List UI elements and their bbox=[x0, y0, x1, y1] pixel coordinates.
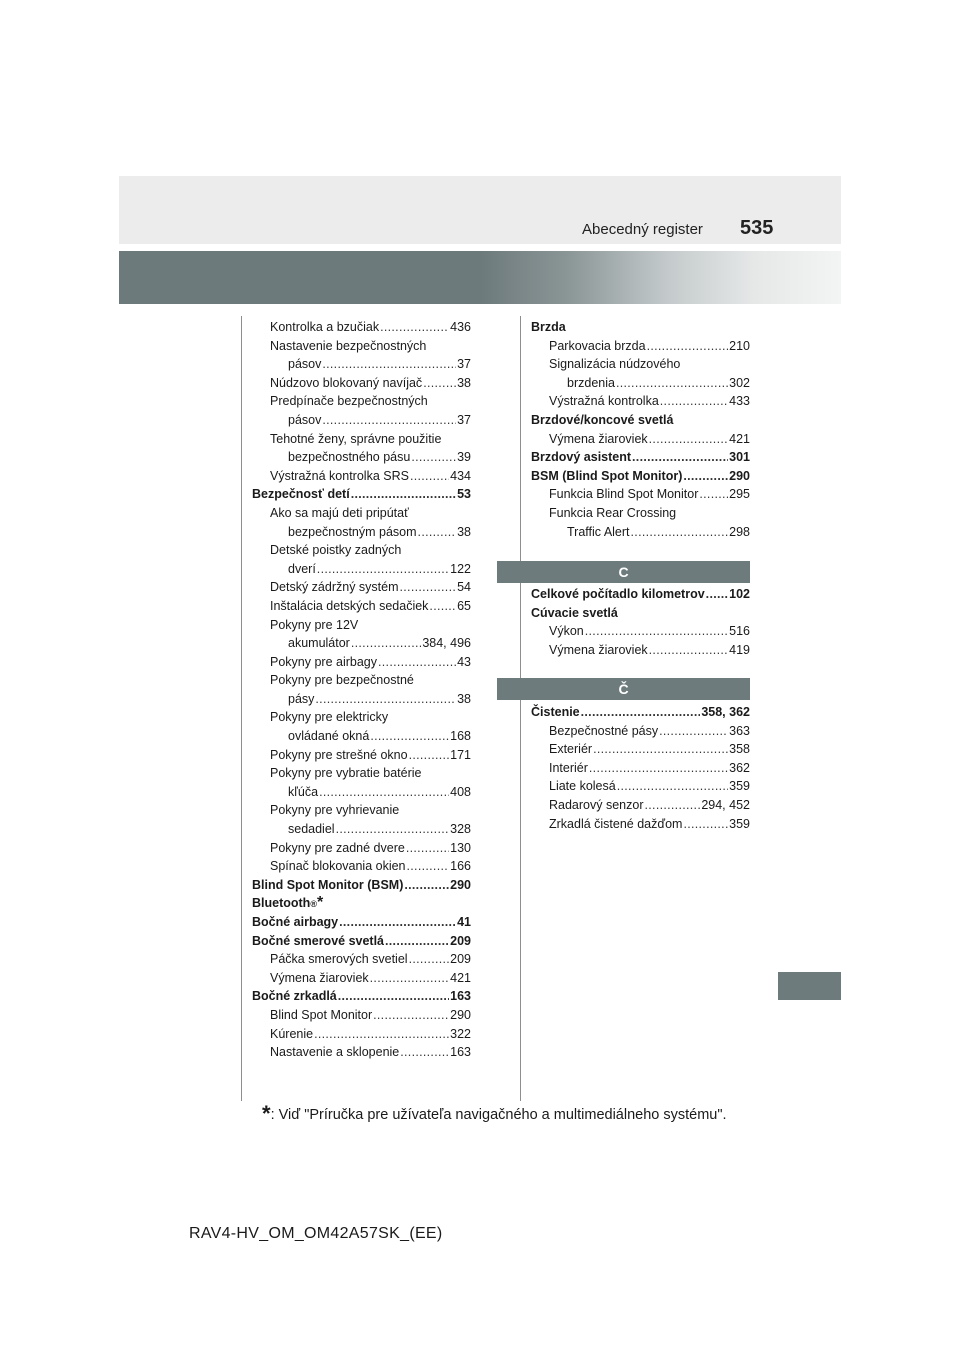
dot-leader bbox=[647, 337, 729, 356]
index-subentry bbox=[531, 374, 750, 393]
index-subentry bbox=[252, 820, 471, 839]
entry-text: Liate kolesá bbox=[549, 779, 616, 794]
index-subentry bbox=[252, 430, 471, 449]
dot-leader bbox=[429, 597, 456, 616]
footnote-star: * bbox=[262, 1101, 271, 1126]
index-group-c-caron bbox=[531, 703, 750, 833]
dot-leader bbox=[317, 560, 449, 579]
entry-text: pásov bbox=[288, 357, 322, 372]
page-reference: 210 bbox=[729, 338, 750, 353]
section-side-tab bbox=[778, 972, 841, 1000]
page-number: 535 bbox=[740, 217, 774, 239]
column-divider-middle bbox=[520, 316, 521, 1101]
section-title: Abecedný register bbox=[582, 221, 703, 238]
page-reference: 298 bbox=[729, 524, 750, 539]
dot-leader bbox=[322, 411, 456, 430]
dot-leader bbox=[649, 641, 728, 660]
page-reference: 209 bbox=[450, 952, 471, 967]
dot-leader bbox=[373, 1006, 449, 1025]
index-entry bbox=[531, 467, 750, 486]
dot-leader bbox=[581, 703, 701, 722]
index-subentry bbox=[531, 622, 750, 641]
index-subentry bbox=[252, 764, 471, 783]
index-entry: Bluetooth ® * bbox=[252, 894, 324, 912]
entry-text: Výstražná kontrolka bbox=[549, 394, 659, 409]
entry-text: Kúrenie bbox=[270, 1026, 314, 1041]
footnote-text: : Viď "Príručka pre užívateľa navigačného a multimediálneho systému". bbox=[270, 1107, 727, 1123]
entry-text: Spínač blokovania okien bbox=[270, 859, 406, 874]
page-reference: 53 bbox=[457, 487, 471, 502]
page-reference: 294, 452 bbox=[701, 797, 750, 812]
index-column-left bbox=[252, 318, 471, 1062]
entry-text: Pokyny pre elektricky bbox=[270, 710, 389, 725]
index-subentry bbox=[531, 777, 750, 796]
entry-text: Detský zádržný systém bbox=[270, 580, 399, 595]
page-reference: 209 bbox=[450, 933, 471, 948]
page-reference: 290 bbox=[729, 468, 750, 483]
page-reference: 163 bbox=[450, 989, 471, 1004]
dot-leader bbox=[423, 374, 456, 393]
dot-leader bbox=[632, 448, 728, 467]
entry-text: Výmena žiaroviek bbox=[549, 431, 648, 446]
index-subentry bbox=[252, 467, 471, 486]
index-subentry bbox=[531, 759, 750, 778]
page-reference: 37 bbox=[457, 412, 471, 427]
entry-text: Tehotné ženy, správne použitie bbox=[270, 431, 442, 446]
entry-text: Páčka smerových svetiel bbox=[270, 952, 408, 967]
page-reference: 363 bbox=[729, 723, 750, 738]
index-group-b bbox=[531, 318, 750, 541]
entry-text: Brzdový asistent bbox=[531, 450, 632, 465]
dot-leader bbox=[319, 783, 449, 802]
entry-text: Bezpečnosť detí bbox=[252, 487, 350, 502]
entry-text: Nastavenie a sklopenie bbox=[270, 1045, 400, 1060]
index-subentry bbox=[252, 337, 471, 356]
index-entry bbox=[531, 585, 750, 604]
index-entry bbox=[531, 411, 750, 430]
index-subentry bbox=[252, 355, 471, 374]
page-reference: 122 bbox=[450, 561, 471, 576]
dot-leader bbox=[649, 430, 728, 449]
page-reference: 433 bbox=[729, 394, 750, 409]
page-reference: 295 bbox=[729, 487, 750, 502]
index-entry bbox=[531, 448, 750, 467]
index-subentry bbox=[252, 690, 471, 709]
entry-text: Pokyny pre vybratie batérie bbox=[270, 766, 422, 781]
index-subentry bbox=[252, 392, 471, 411]
entry-text: Pokyny pre vyhrievanie bbox=[270, 803, 400, 818]
dot-leader bbox=[593, 740, 728, 759]
entry-text: Signalizácia núdzového bbox=[549, 357, 681, 372]
index-subentry bbox=[531, 355, 750, 374]
dot-leader bbox=[683, 467, 728, 486]
dot-leader bbox=[409, 950, 450, 969]
index-entry bbox=[252, 876, 471, 895]
entry-text: Núdzovo blokovaný navíjač bbox=[270, 375, 423, 390]
page-reference: 38 bbox=[457, 691, 471, 706]
page-reference: 166 bbox=[450, 859, 471, 874]
index-subentry bbox=[252, 523, 471, 542]
dot-leader bbox=[351, 485, 456, 504]
dot-leader bbox=[406, 839, 449, 858]
dot-leader bbox=[378, 653, 456, 672]
index-subentry bbox=[531, 485, 750, 504]
index-subentry bbox=[252, 671, 471, 690]
page-reference: 384, 496 bbox=[422, 636, 471, 651]
dot-leader bbox=[336, 820, 450, 839]
index-subentry bbox=[252, 950, 471, 969]
page-reference: 301 bbox=[729, 450, 750, 465]
entry-text: Výmena žiaroviek bbox=[270, 970, 369, 985]
entry-text: Pokyny pre zadné dvere bbox=[270, 840, 405, 855]
header-band bbox=[119, 176, 841, 244]
document-code: RAV4-HV_OM_OM42A57SK_(EE) bbox=[189, 1225, 443, 1242]
index-subentry bbox=[531, 392, 750, 411]
dot-leader bbox=[617, 777, 728, 796]
entry-text: Cúvacie svetlá bbox=[531, 605, 618, 620]
index-entry bbox=[252, 987, 471, 1006]
index-subentry bbox=[252, 560, 471, 579]
index-subentry bbox=[531, 815, 750, 834]
dot-leader bbox=[410, 467, 449, 486]
entry-text: Bluetooth bbox=[252, 896, 311, 911]
entry-text: Pokyny pre 12V bbox=[270, 617, 359, 632]
index-subentry bbox=[252, 801, 471, 820]
entry-text: Ako sa majú deti pripútať bbox=[270, 505, 409, 520]
index-entry bbox=[252, 932, 471, 951]
index-subentry bbox=[252, 653, 471, 672]
index-entry bbox=[252, 913, 471, 932]
entry-text: dverí bbox=[288, 561, 316, 576]
dot-leader bbox=[400, 578, 457, 597]
index-subentry bbox=[252, 746, 471, 765]
index-entry bbox=[531, 703, 750, 722]
entry-text: Celkové počítadlo kilometrov bbox=[531, 587, 705, 601]
page-reference: 290 bbox=[450, 1007, 471, 1022]
page-reference: 322 bbox=[450, 1026, 471, 1041]
index-subentry bbox=[531, 430, 750, 449]
header-gradient-bar bbox=[119, 251, 841, 304]
entry-text: Traffic Alert bbox=[567, 524, 630, 539]
dot-leader bbox=[585, 622, 728, 641]
dot-leader bbox=[409, 746, 450, 765]
dot-leader bbox=[351, 634, 421, 653]
page-reference: 408 bbox=[450, 784, 471, 799]
index-entry bbox=[252, 485, 471, 504]
entry-text: Parkovacia brzda bbox=[549, 338, 646, 353]
dot-leader bbox=[645, 796, 701, 815]
entry-text: brzdenia bbox=[567, 375, 615, 390]
entry-text: sedadiel bbox=[288, 822, 335, 837]
entry-text: bezpečnostným pásom bbox=[288, 524, 417, 539]
index-subentry bbox=[252, 1006, 471, 1025]
entry-text: ovládané okná bbox=[288, 729, 370, 744]
entry-text: Detské poistky zadných bbox=[270, 543, 402, 558]
dot-leader bbox=[683, 815, 728, 834]
index-entry bbox=[531, 604, 750, 623]
index-subentry bbox=[252, 318, 471, 337]
index-subentry bbox=[252, 969, 471, 988]
page-reference: 302 bbox=[729, 375, 750, 390]
dot-leader bbox=[407, 857, 450, 876]
entry-text: Čistenie bbox=[531, 705, 580, 719]
dot-leader bbox=[589, 759, 728, 778]
entry-text: Brzdové/koncové svetlá bbox=[531, 412, 674, 427]
index-subentry bbox=[252, 727, 471, 746]
entry-text: Brzda bbox=[531, 320, 566, 334]
index-entry bbox=[531, 318, 750, 337]
index-subentry bbox=[252, 578, 471, 597]
dot-leader bbox=[631, 523, 729, 542]
index-subentry bbox=[252, 504, 471, 523]
page-reference: 171 bbox=[450, 747, 471, 762]
dot-leader bbox=[314, 1025, 449, 1044]
entry-text: Radarový senzor bbox=[549, 797, 644, 812]
entry-text: Bezpečnostné pásy bbox=[549, 723, 659, 738]
page-reference: 41 bbox=[457, 915, 471, 929]
entry-text: Kontrolka a bzučiak bbox=[270, 320, 380, 334]
page-reference: 328 bbox=[450, 822, 471, 837]
index-subentry bbox=[252, 541, 471, 560]
dot-leader bbox=[315, 690, 456, 709]
entry-text: kľúča bbox=[288, 784, 319, 799]
entry-text: Inštalácia detských sedačiek bbox=[270, 598, 429, 613]
page-reference: 168 bbox=[450, 729, 471, 744]
dot-leader bbox=[411, 448, 456, 467]
entry-text: BSM (Blind Spot Monitor) bbox=[531, 468, 683, 483]
page-reference: 43 bbox=[457, 654, 471, 669]
entry-text: Pokyny pre strešné okno bbox=[270, 747, 408, 762]
index-subentry bbox=[531, 740, 750, 759]
column-divider-left bbox=[241, 316, 242, 1101]
index-subentry bbox=[252, 448, 471, 467]
page-reference: 39 bbox=[457, 450, 471, 465]
index-subentry bbox=[252, 1043, 471, 1062]
dot-leader bbox=[616, 374, 728, 393]
entry-text: Bočné smerové svetlá bbox=[252, 933, 385, 948]
entry-text: Výkon bbox=[549, 624, 584, 639]
page-reference: 102 bbox=[729, 587, 750, 601]
index-subentry bbox=[252, 708, 471, 727]
dot-leader bbox=[660, 392, 728, 411]
dot-leader bbox=[706, 585, 728, 604]
entry-text: Nastavenie bezpečnostných bbox=[270, 338, 427, 353]
index-subentry bbox=[531, 523, 750, 542]
dot-leader bbox=[699, 485, 728, 504]
dot-leader bbox=[370, 727, 449, 746]
dot-leader bbox=[339, 913, 456, 932]
page-reference: 362 bbox=[729, 760, 750, 775]
page-reference: 359 bbox=[729, 779, 750, 794]
page-reference: 358, 362 bbox=[701, 705, 750, 719]
entry-text: Blind Spot Monitor bbox=[270, 1007, 373, 1022]
index-subentry bbox=[531, 504, 750, 523]
page-reference: 37 bbox=[457, 357, 471, 372]
index-subentry bbox=[252, 597, 471, 616]
entry-text: Blind Spot Monitor (BSM) bbox=[252, 877, 404, 892]
dot-leader bbox=[370, 969, 449, 988]
entry-text: Výmena žiaroviek bbox=[549, 642, 648, 657]
entry-text: pásy bbox=[288, 691, 315, 706]
dot-leader bbox=[418, 523, 457, 542]
entry-text: Zrkadlá čistené dažďom bbox=[549, 816, 683, 831]
entry-text: Bočné airbagy bbox=[252, 915, 339, 929]
entry-text: akumulátor bbox=[288, 636, 350, 651]
entry-text: Výstražná kontrolka SRS bbox=[270, 468, 409, 483]
page-reference: 130 bbox=[450, 840, 471, 855]
entry-text: Interiér bbox=[549, 760, 588, 775]
index-subentry bbox=[252, 634, 471, 653]
page-reference: 163 bbox=[450, 1045, 471, 1060]
entry-text: Exteriér bbox=[549, 742, 593, 757]
page-reference: 421 bbox=[729, 431, 750, 446]
index-subentry bbox=[252, 374, 471, 393]
entry-text: Pokyny pre bezpečnostné bbox=[270, 673, 414, 688]
index-subentry bbox=[531, 722, 750, 741]
index-subentry bbox=[252, 839, 471, 858]
page-reference: 358 bbox=[729, 742, 750, 757]
index-subentry bbox=[252, 783, 471, 802]
page-reference: 65 bbox=[457, 598, 471, 613]
entry-text: Bočné zrkadlá bbox=[252, 989, 337, 1004]
page-reference: 54 bbox=[457, 580, 471, 595]
dot-leader bbox=[322, 355, 456, 374]
page-reference: 436 bbox=[450, 320, 471, 334]
entry-text: bezpečnostného pásu bbox=[288, 450, 411, 465]
dot-leader bbox=[385, 932, 449, 951]
page-reference: 434 bbox=[450, 468, 471, 483]
index-group-c bbox=[531, 585, 750, 659]
index-subentry bbox=[252, 1025, 471, 1044]
index-subentry bbox=[252, 857, 471, 876]
page-reference: 38 bbox=[457, 524, 471, 539]
page-reference: 421 bbox=[450, 970, 471, 985]
dot-leader bbox=[380, 318, 449, 337]
page-reference: 419 bbox=[729, 642, 750, 657]
dot-leader bbox=[404, 876, 449, 895]
entry-text: Predpínače bezpečnostných bbox=[270, 394, 428, 409]
page-reference: 290 bbox=[450, 877, 471, 892]
entry-text: pásov bbox=[288, 412, 322, 427]
index-subentry bbox=[531, 796, 750, 815]
letter-heading-c-caron: Č bbox=[497, 678, 750, 700]
index-subentry bbox=[531, 641, 750, 660]
footnote bbox=[262, 1101, 727, 1127]
dot-leader bbox=[400, 1043, 449, 1062]
dot-leader bbox=[338, 987, 449, 1006]
index-subentry bbox=[531, 337, 750, 356]
entry-text: Funkcia Blind Spot Monitor bbox=[549, 487, 699, 502]
page-reference: 359 bbox=[729, 816, 750, 831]
page-reference: 38 bbox=[457, 375, 471, 390]
entry-text: Funkcia Rear Crossing bbox=[549, 505, 677, 520]
index-subentry bbox=[252, 411, 471, 430]
dot-leader bbox=[659, 722, 728, 741]
index-subentry bbox=[252, 616, 471, 635]
letter-heading-c: C bbox=[497, 561, 750, 583]
page-reference: 516 bbox=[729, 624, 750, 639]
entry-text: Pokyny pre airbagy bbox=[270, 654, 378, 669]
